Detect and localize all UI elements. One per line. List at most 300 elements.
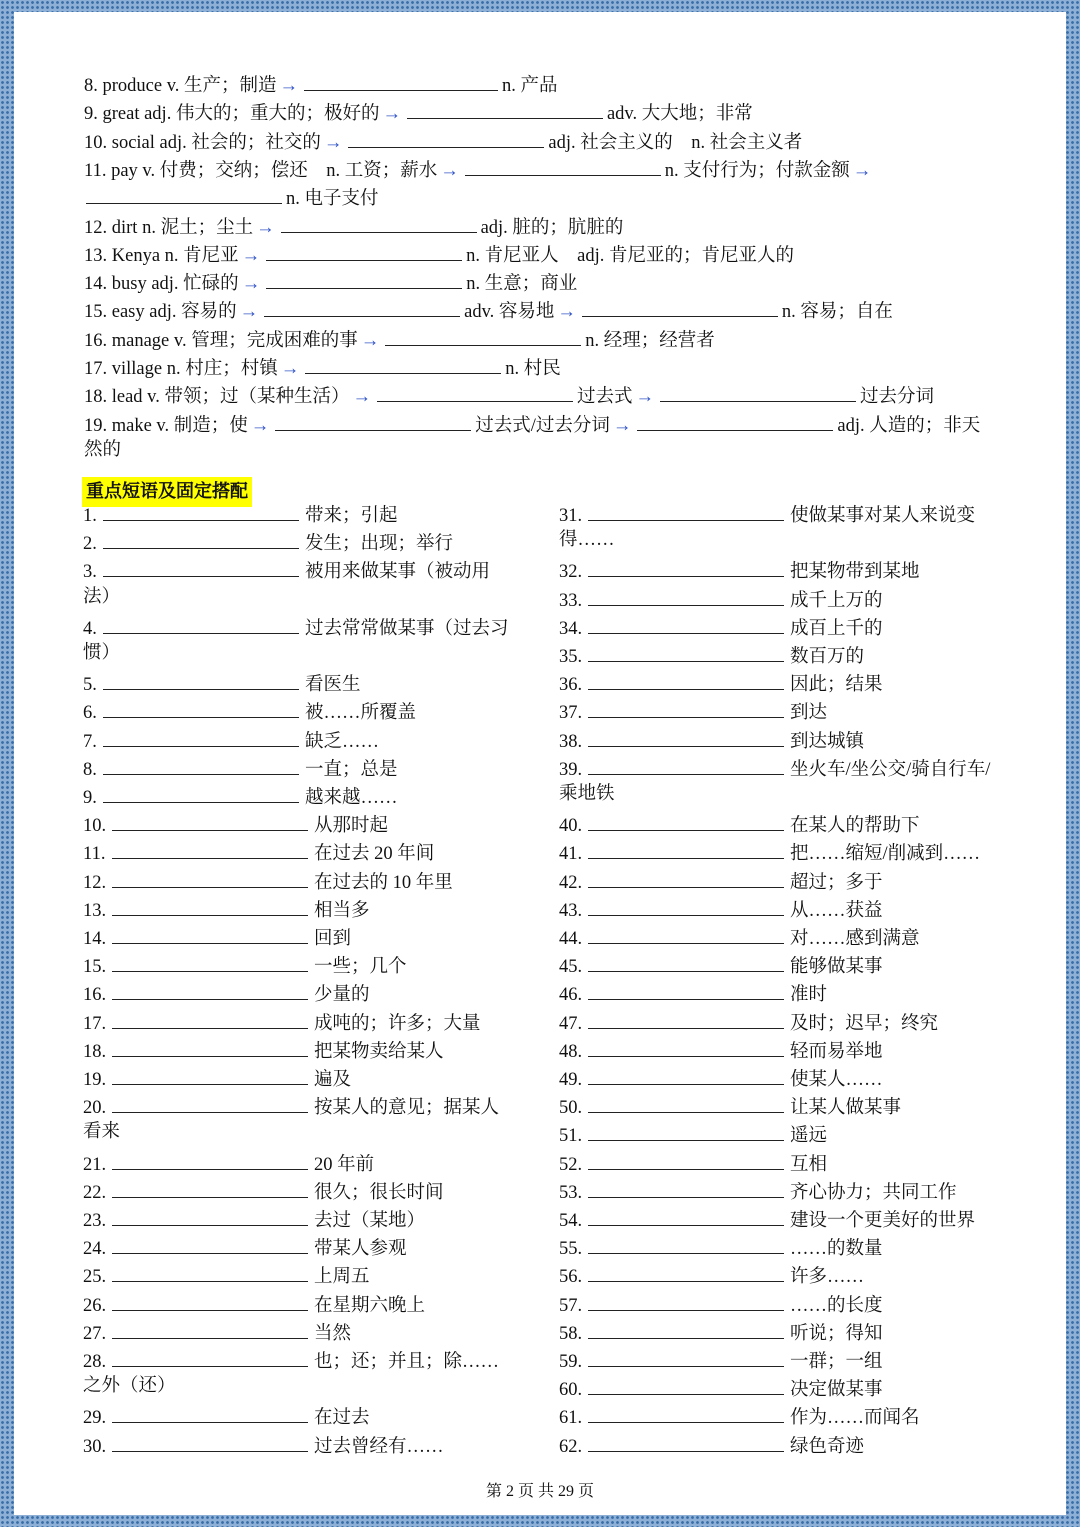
item-number: 59. bbox=[559, 1352, 583, 1372]
right-phrase-item bbox=[559, 1259, 864, 1287]
vocab-text: 12. dirt n. 泥土；尘土 bbox=[84, 217, 254, 238]
answer-blank bbox=[112, 1259, 308, 1282]
answer-blank bbox=[103, 780, 299, 803]
vocab-text: adv. 容易地 bbox=[464, 302, 555, 323]
phrase-meaning: 成百上千的 bbox=[790, 618, 883, 639]
left-phrase-item bbox=[83, 977, 370, 1005]
phrase-meaning: 齐心协力；共同工作 bbox=[790, 1182, 957, 1203]
left-phrase-item bbox=[83, 949, 407, 977]
left-phrase-item bbox=[83, 1316, 351, 1344]
right-phrase-item bbox=[559, 893, 883, 921]
item-number: 10. bbox=[83, 816, 107, 837]
right-phrase-item bbox=[559, 1175, 957, 1203]
left-phrase-item bbox=[83, 1006, 481, 1034]
answer-blank bbox=[588, 1429, 784, 1452]
answer-blank bbox=[588, 583, 784, 606]
answer-blank bbox=[86, 181, 282, 204]
item-number: 61. bbox=[559, 1408, 583, 1429]
right-phrase-item bbox=[559, 611, 883, 639]
right-phrase-item bbox=[559, 1400, 920, 1428]
vocab-row bbox=[84, 436, 121, 464]
answer-blank bbox=[588, 836, 784, 859]
item-number: 31. bbox=[559, 506, 583, 526]
answer-blank bbox=[112, 1231, 308, 1254]
vocab-text: n. 容易；自在 bbox=[781, 302, 893, 323]
phrase-meaning: 按某人的意见；据某人 bbox=[314, 1098, 500, 1119]
phrase-meaning: 准时 bbox=[790, 985, 828, 1006]
item-number: 30. bbox=[83, 1436, 107, 1457]
phrase-meaning: 当然 bbox=[314, 1323, 352, 1344]
answer-blank bbox=[304, 68, 498, 91]
answer-blank bbox=[588, 1062, 784, 1085]
answer-blank bbox=[588, 949, 784, 972]
answer-blank bbox=[588, 498, 784, 521]
answer-blank bbox=[588, 1231, 784, 1254]
vocab-text: adj. 社会主义的 n. 社会主义者 bbox=[548, 132, 803, 153]
left-phrase-item bbox=[83, 1175, 444, 1203]
left-phrase-item bbox=[83, 752, 398, 780]
answer-blank bbox=[103, 498, 299, 521]
arrow-icon: → bbox=[323, 132, 343, 153]
vocab-row bbox=[84, 68, 558, 96]
arrow-icon: → bbox=[352, 387, 371, 408]
answer-blank bbox=[588, 893, 784, 916]
left-phrase-item bbox=[83, 836, 434, 864]
phrase-meaning-continued: 得…… bbox=[559, 530, 615, 551]
item-number: 60. bbox=[559, 1380, 583, 1401]
item-number: 48. bbox=[559, 1041, 583, 1062]
answer-blank bbox=[112, 1400, 308, 1423]
left-phrase-item bbox=[83, 893, 370, 921]
left-phrase-item bbox=[83, 724, 379, 752]
vocab-text: 过去式 bbox=[577, 387, 633, 408]
item-number: 1. bbox=[83, 506, 97, 526]
phrase-meaning: 使某人…… bbox=[790, 1070, 883, 1090]
vocab-text: 15. easy adj. 容易的 bbox=[84, 302, 237, 323]
phrase-meaning: 遍及 bbox=[314, 1070, 352, 1090]
phrase-meaning: 到达城镇 bbox=[790, 731, 865, 752]
right-phrase-item bbox=[559, 667, 883, 695]
arrow-icon: → bbox=[279, 76, 299, 96]
item-number: 47. bbox=[559, 1013, 583, 1034]
left-phrase-item bbox=[83, 1231, 407, 1259]
answer-blank bbox=[588, 1259, 784, 1282]
answer-blank bbox=[112, 1203, 308, 1226]
right-phrase-item bbox=[559, 977, 827, 1005]
vocab-text: 14. busy adj. 忙碌的 bbox=[84, 274, 239, 295]
phrase-meaning: 缺乏…… bbox=[305, 731, 380, 752]
left-phrase-item bbox=[83, 554, 490, 582]
arrow-icon: → bbox=[635, 387, 655, 408]
right-phrase-item bbox=[559, 1231, 883, 1259]
phrase-meaning: 在过去的 10 年里 bbox=[314, 872, 453, 893]
phrase-meaning: 带某人参观 bbox=[314, 1239, 407, 1260]
phrase-meaning: 成千上万的 bbox=[790, 590, 883, 611]
phrase-meaning: 轻而易举地 bbox=[790, 1041, 883, 1062]
answer-blank bbox=[588, 724, 784, 747]
arrow-icon: → bbox=[280, 359, 300, 379]
right-phrase-item bbox=[559, 695, 827, 723]
left-phrase-item bbox=[83, 526, 453, 554]
phrase-meaning: 在过去 20 年间 bbox=[314, 844, 435, 865]
vocab-text: 11. pay v. 付费；交纳；偿还 n. 工资；薪水 bbox=[84, 160, 438, 181]
phrase-meaning: 让某人做某事 bbox=[790, 1098, 902, 1119]
answer-blank bbox=[112, 865, 308, 888]
phrase-meaning-continued: 看来 bbox=[83, 1122, 121, 1143]
answer-blank bbox=[103, 667, 299, 690]
vocab-text: 过去分词 bbox=[860, 387, 935, 408]
item-number: 62. bbox=[559, 1436, 583, 1457]
arrow-icon: → bbox=[440, 160, 459, 181]
left-phrase-item bbox=[83, 865, 453, 893]
phrase-meaning: 绿色奇迹 bbox=[790, 1436, 865, 1457]
vocab-row bbox=[84, 125, 802, 153]
vocab-text: 19. make v. 制造；使 bbox=[84, 415, 248, 436]
answer-blank bbox=[112, 836, 308, 859]
left-phrase-item bbox=[83, 780, 398, 808]
left-phrase-item bbox=[83, 1203, 425, 1231]
item-number: 41. bbox=[559, 844, 583, 865]
answer-blank bbox=[588, 695, 784, 718]
answer-blank bbox=[112, 1006, 308, 1029]
arrow-icon: → bbox=[852, 160, 872, 181]
item-number: 25. bbox=[83, 1267, 107, 1288]
phrase-meaning: 在过去 bbox=[314, 1408, 370, 1429]
answer-blank bbox=[588, 1288, 784, 1311]
item-number: 5. bbox=[83, 675, 97, 696]
answer-blank bbox=[103, 752, 299, 775]
item-number: 55. bbox=[559, 1239, 583, 1260]
arrow-icon: → bbox=[557, 302, 576, 323]
answer-blank bbox=[588, 1034, 784, 1057]
answer-blank bbox=[112, 949, 308, 972]
answer-blank bbox=[588, 1175, 784, 1198]
vocab-row bbox=[84, 408, 980, 436]
answer-blank bbox=[275, 408, 471, 431]
right-phrase-item bbox=[559, 1090, 901, 1118]
answer-blank bbox=[103, 554, 299, 577]
right-phrase-item bbox=[559, 1288, 883, 1316]
phrase-meaning: 被用来做某事（被动用 bbox=[305, 562, 491, 583]
answer-blank bbox=[103, 526, 299, 549]
right-phrase-item bbox=[559, 752, 990, 780]
phrase-meaning: 少量的 bbox=[314, 985, 370, 1006]
answer-blank bbox=[588, 667, 784, 690]
section-heading: 重点短语及固定搭配 bbox=[82, 477, 252, 507]
answer-blank bbox=[588, 1372, 784, 1395]
answer-blank bbox=[582, 294, 778, 317]
right-phrase-item bbox=[559, 1372, 883, 1400]
phrase-meaning: 上周五 bbox=[314, 1267, 370, 1288]
phrase-meaning-continued: 法） bbox=[83, 586, 121, 607]
vocab-text: n. 村民 bbox=[505, 359, 561, 379]
right-phrase-item bbox=[559, 1147, 827, 1175]
vocab-text: n. 支付行为；付款金额 bbox=[664, 160, 850, 181]
phrase-meaning: 一些；几个 bbox=[314, 957, 407, 978]
vocab-text: 9. great adj. 伟大的；重大的；极好的 bbox=[84, 104, 380, 125]
item-number: 36. bbox=[559, 675, 583, 696]
answer-blank bbox=[112, 921, 308, 944]
phrase-meaning: 去过（某地） bbox=[314, 1211, 426, 1231]
phrase-meaning: 也；还；并且；除…… bbox=[314, 1352, 500, 1372]
item-number: 11. bbox=[83, 844, 106, 865]
item-number: 19. bbox=[83, 1070, 107, 1090]
item-number: 42. bbox=[559, 872, 583, 893]
answer-blank bbox=[588, 921, 784, 944]
item-number: 18. bbox=[83, 1041, 107, 1062]
item-number: 44. bbox=[559, 929, 583, 949]
phrase-meaning: 能够做某事 bbox=[790, 957, 883, 978]
right-phrase-item bbox=[559, 1203, 975, 1231]
arrow-icon: → bbox=[239, 302, 259, 323]
vocab-text: adv. 大大地；非常 bbox=[606, 104, 753, 125]
right-phrase-item bbox=[559, 1429, 864, 1457]
item-number: 12. bbox=[83, 872, 107, 893]
arrow-icon: → bbox=[360, 330, 380, 351]
phrase-meaning: ……的长度 bbox=[790, 1295, 883, 1316]
phrase-meaning: 坐火车/坐公交/骑自行车/ bbox=[790, 759, 991, 780]
vocab-text: 13. Kenya n. 肯尼亚 bbox=[84, 245, 239, 266]
phrase-meaning: 数百万的 bbox=[790, 647, 865, 667]
item-number: 50. bbox=[559, 1098, 583, 1119]
item-number: 49. bbox=[559, 1070, 583, 1090]
phrase-meaning: 超过；多于 bbox=[790, 872, 883, 893]
left-phrase-item bbox=[83, 1090, 499, 1118]
answer-blank bbox=[377, 379, 573, 402]
answer-blank bbox=[112, 1316, 308, 1339]
answer-blank bbox=[103, 695, 299, 718]
phrase-meaning: 使做某事对某人来说变 bbox=[790, 506, 976, 526]
right-phrase-item bbox=[559, 1316, 883, 1344]
vocab-row bbox=[84, 238, 794, 266]
phrase-meaning: 看医生 bbox=[305, 675, 361, 696]
left-phrase-item bbox=[83, 1288, 425, 1316]
item-number: 56. bbox=[559, 1267, 583, 1288]
left-phrase-item bbox=[83, 921, 351, 949]
answer-blank bbox=[112, 1090, 308, 1113]
answer-blank bbox=[588, 752, 784, 775]
vocab-text: n. 生意；商业 bbox=[466, 274, 578, 295]
vocab-row bbox=[84, 294, 893, 322]
vocab-row bbox=[84, 323, 715, 351]
item-number: 32. bbox=[559, 562, 583, 583]
phrase-meaning: 从……获益 bbox=[790, 900, 883, 921]
phrase-meaning-continued: 之外（还） bbox=[83, 1376, 176, 1397]
answer-blank bbox=[660, 379, 856, 402]
item-number: 29. bbox=[83, 1408, 107, 1429]
vocab-text: 10. social adj. 社会的；社交的 bbox=[84, 132, 321, 153]
answer-blank bbox=[407, 96, 603, 119]
item-number: 7. bbox=[83, 731, 97, 752]
phrase-meaning: 过去常常做某事（过去习 bbox=[305, 618, 509, 639]
item-number: 23. bbox=[83, 1211, 107, 1231]
phrase-meaning-continued: 乘地铁 bbox=[559, 784, 615, 804]
right-phrase-item bbox=[559, 583, 883, 611]
vocab-text: adj. 人造的；非天 bbox=[837, 415, 981, 436]
phrase-meaning: 过去曾经有…… bbox=[314, 1436, 444, 1457]
vocab-text: 16. manage v. 管理；完成困难的事 bbox=[84, 330, 358, 351]
item-number: 17. bbox=[83, 1013, 107, 1034]
answer-blank bbox=[112, 1147, 308, 1170]
answer-blank bbox=[112, 1034, 308, 1057]
right-phrase-item bbox=[559, 1034, 883, 1062]
phrase-meaning: 20 年前 bbox=[314, 1154, 375, 1175]
vocab-row bbox=[84, 181, 379, 209]
right-phrase-item bbox=[559, 498, 975, 526]
item-number: 2. bbox=[83, 534, 97, 555]
right-phrase-item bbox=[559, 865, 883, 893]
item-number: 3. bbox=[83, 562, 97, 583]
left-phrase-item bbox=[83, 1344, 499, 1372]
answer-blank bbox=[588, 611, 784, 634]
phrase-meaning: 决定做某事 bbox=[790, 1380, 883, 1401]
phrase-meaning: 许多…… bbox=[790, 1267, 865, 1288]
answer-blank bbox=[588, 1203, 784, 1226]
phrase-meaning: 一直；总是 bbox=[305, 759, 398, 780]
phrase-meaning: ……的数量 bbox=[790, 1239, 883, 1260]
item-number: 38. bbox=[559, 731, 583, 752]
arrow-icon: → bbox=[241, 245, 261, 266]
phrase-meaning: 把某物卖给某人 bbox=[314, 1041, 444, 1062]
item-number: 28. bbox=[83, 1352, 107, 1372]
right-phrase-item bbox=[559, 836, 980, 864]
item-number: 43. bbox=[559, 900, 583, 921]
answer-blank bbox=[588, 1118, 784, 1141]
phrase-meaning: 到达 bbox=[790, 703, 828, 724]
right-phrase-item bbox=[559, 1006, 938, 1034]
left-phrase-item bbox=[83, 1147, 374, 1175]
vocab-text: 然的 bbox=[84, 439, 122, 460]
left-phrase-item bbox=[83, 1259, 370, 1287]
phrase-meaning: 把某物带到某地 bbox=[790, 562, 920, 583]
phrase-meaning: 被……所覆盖 bbox=[305, 703, 417, 724]
item-number: 52. bbox=[559, 1154, 583, 1175]
vocab-text: adj. 脏的；肮脏的 bbox=[480, 217, 624, 238]
answer-blank bbox=[588, 865, 784, 888]
answer-blank bbox=[588, 1006, 784, 1029]
right-phrase-item bbox=[559, 1118, 827, 1146]
page-footer: 第 2 页 共 29 页 bbox=[485, 1483, 594, 1500]
answer-blank bbox=[637, 408, 833, 431]
answer-blank bbox=[385, 323, 581, 346]
vocab-row bbox=[84, 96, 753, 124]
phrase-meaning: 对……感到满意 bbox=[790, 929, 920, 949]
phrase-meaning: 回到 bbox=[314, 929, 352, 949]
arrow-icon: → bbox=[382, 104, 401, 125]
item-number: 8. bbox=[83, 759, 97, 780]
answer-blank bbox=[588, 1344, 784, 1367]
phrase-meaning: 一群；一组 bbox=[790, 1352, 883, 1372]
phrase-meaning: 因此；结果 bbox=[790, 675, 883, 696]
answer-blank bbox=[588, 808, 784, 831]
vocab-row bbox=[84, 210, 623, 238]
arrow-icon: → bbox=[612, 415, 632, 436]
item-number: 24. bbox=[83, 1239, 107, 1260]
phrase-meaning: 把……缩短/削减到…… bbox=[790, 844, 981, 865]
answer-blank bbox=[112, 1288, 308, 1311]
item-number: 37. bbox=[559, 703, 583, 724]
right-phrase-item bbox=[559, 949, 883, 977]
left-phrase-item bbox=[83, 667, 361, 695]
item-number: 13. bbox=[83, 900, 107, 921]
vocab-text: 过去式/过去分词 bbox=[475, 415, 610, 436]
item-number: 15. bbox=[83, 957, 107, 978]
vocab-text: n. 经理；经营者 bbox=[585, 330, 715, 351]
phrase-meaning: 建设一个更美好的世界 bbox=[790, 1211, 976, 1231]
item-number: 40. bbox=[559, 816, 583, 837]
answer-blank bbox=[588, 639, 784, 662]
answer-blank bbox=[103, 724, 299, 747]
phrase-meaning: 互相 bbox=[790, 1154, 828, 1175]
phrase-meaning: 很久；很长时间 bbox=[314, 1182, 444, 1203]
worksheet-page bbox=[14, 12, 1066, 1515]
answer-blank bbox=[588, 1400, 784, 1423]
item-number: 4. bbox=[83, 618, 97, 639]
phrase-meaning: 作为……而闻名 bbox=[790, 1408, 920, 1429]
right-phrase-item bbox=[559, 921, 920, 949]
item-number: 45. bbox=[559, 957, 583, 978]
answer-blank bbox=[588, 554, 784, 577]
answer-blank bbox=[112, 1429, 308, 1452]
left-phrase-item bbox=[83, 1400, 370, 1428]
vocab-row bbox=[84, 379, 934, 407]
left-phrase-item bbox=[83, 1429, 444, 1457]
phrase-meaning: 及时；迟早；终究 bbox=[790, 1013, 939, 1034]
left-phrase-item bbox=[83, 1034, 444, 1062]
answer-blank bbox=[112, 808, 308, 831]
answer-blank bbox=[348, 125, 544, 148]
item-number: 53. bbox=[559, 1182, 583, 1203]
answer-blank bbox=[112, 977, 308, 1000]
item-number: 27. bbox=[83, 1323, 107, 1344]
right-phrase-item bbox=[559, 554, 920, 582]
answer-blank bbox=[281, 210, 477, 233]
phrase-meaning: 在某人的帮助下 bbox=[790, 816, 920, 837]
item-number: 14. bbox=[83, 929, 107, 949]
phrase-meaning: 听说；得知 bbox=[790, 1323, 883, 1344]
left-phrase-item bbox=[83, 611, 509, 639]
answer-blank bbox=[266, 238, 462, 261]
item-number: 39. bbox=[559, 759, 583, 780]
right-phrase-item bbox=[559, 724, 864, 752]
right-phrase-item bbox=[559, 808, 920, 836]
phrase-meaning: 在星期六晚上 bbox=[314, 1295, 426, 1316]
answer-blank bbox=[112, 1175, 308, 1198]
answer-blank bbox=[305, 351, 501, 374]
right-phrase-item bbox=[559, 1344, 883, 1372]
phrase-meaning: 从那时起 bbox=[314, 816, 389, 837]
phrase-meaning: 发生；出现；举行 bbox=[305, 534, 454, 555]
answer-blank bbox=[588, 977, 784, 1000]
vocab-row bbox=[84, 266, 577, 294]
answer-blank bbox=[266, 266, 462, 289]
vocab-text: n. 肯尼亚人 adj. 肯尼亚的；肯尼亚人的 bbox=[466, 245, 795, 266]
right-phrase-item bbox=[559, 1062, 883, 1090]
item-number: 35. bbox=[559, 647, 583, 667]
vocab-row bbox=[84, 351, 561, 379]
item-number: 22. bbox=[83, 1182, 107, 1203]
item-number: 9. bbox=[83, 788, 97, 808]
arrow-icon: → bbox=[250, 415, 270, 436]
item-number: 26. bbox=[83, 1295, 107, 1316]
answer-blank bbox=[588, 1090, 784, 1113]
answer-blank bbox=[112, 1344, 308, 1367]
vocab-text: n. 电子支付 bbox=[286, 189, 379, 210]
left-phrase-item bbox=[83, 1062, 351, 1090]
phrase-meaning: 越来越…… bbox=[305, 788, 398, 808]
item-number: 33. bbox=[559, 590, 583, 611]
arrow-icon: → bbox=[241, 274, 261, 295]
